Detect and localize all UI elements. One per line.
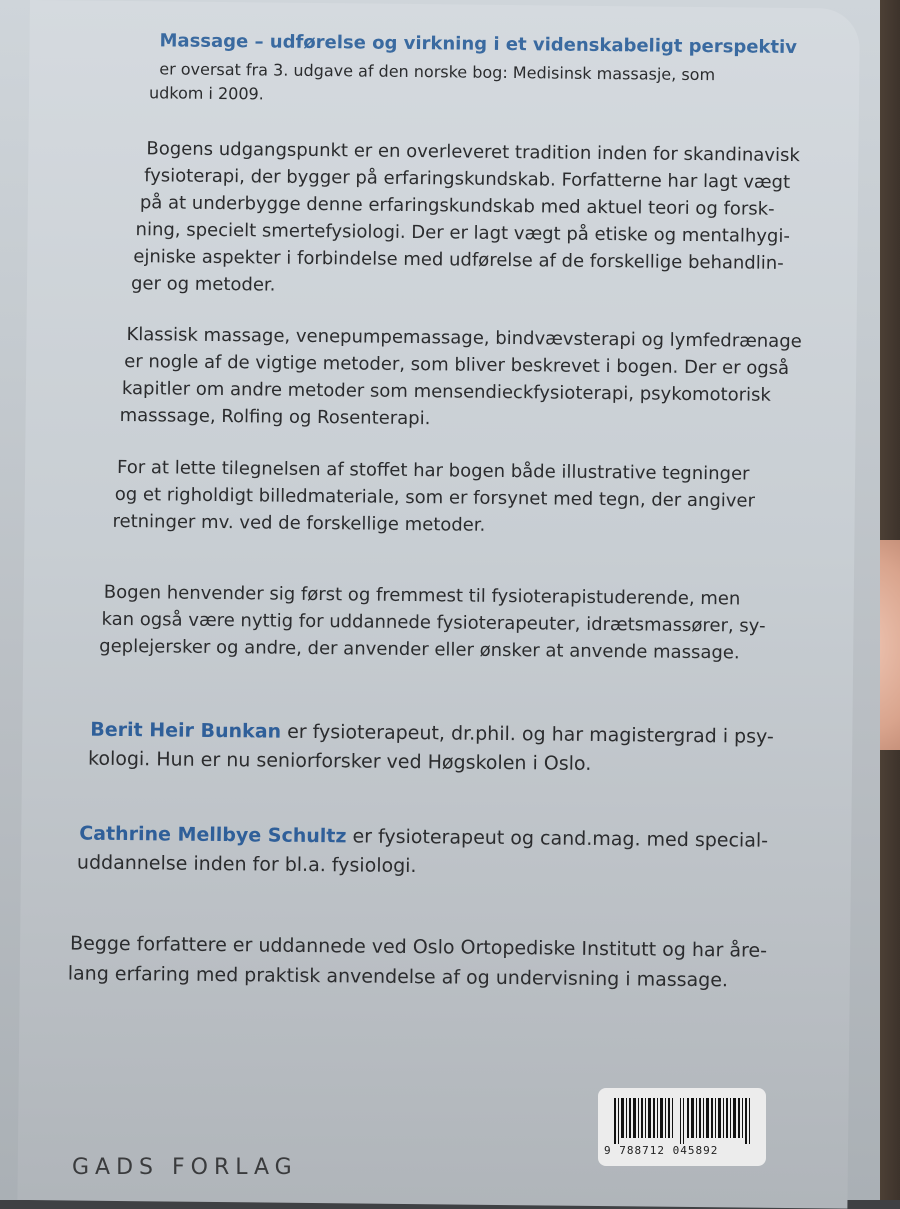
author-name: Berit Heir Bunkan bbox=[90, 718, 282, 743]
author2-line1: Cathrine Mellbye Schultz er fysioterapeut og cand.mag. med special- bbox=[79, 822, 769, 852]
p2-line: fysioterapi, der bygger på erfaringskundskab. Forfatterne har lagt vægt bbox=[144, 165, 791, 193]
intro-line-1: er oversat fra 3. udgave af den norske bog: Medisinsk massasje, som bbox=[159, 59, 716, 85]
p5-line: kan også være nyttig for uddannede fysioterapeuter, idrætsmassører, sy- bbox=[101, 608, 766, 637]
barcode-number: 9 788712 045892 bbox=[604, 1144, 719, 1157]
p5-line: Bogen henvender sig først og fremmest til fysioterapistuderende, men bbox=[103, 581, 741, 610]
author-name: Cathrine Mellbye Schultz bbox=[79, 822, 347, 848]
intro-line-2: udkom i 2009. bbox=[148, 83, 264, 104]
author1-line2: kologi. Hun er nu seniorforsker ved Høgskolen i Oslo. bbox=[87, 747, 592, 775]
cover-panel bbox=[17, 0, 860, 1209]
p2-line: ning, specielt smertefysiologi. Der er lagt vægt på etiske og mentalhygi- bbox=[135, 219, 791, 247]
author2-line2: uddannelse inden for bl.a. fysiologi. bbox=[76, 851, 417, 878]
p2-line: Bogens udgangspunkt er en overleveret tradition inden for skandinavisk bbox=[146, 138, 800, 167]
author1-line1: Berit Heir Bunkan er fysioterapeut, dr.phil. og har magistergrad i psy- bbox=[90, 718, 774, 748]
barcode-bars bbox=[614, 1098, 754, 1144]
p2-line: ger og metoder. bbox=[130, 273, 276, 296]
isbn-barcode bbox=[598, 1088, 766, 1166]
book-title-line: Massage – udførelse og virkning i et videnskabeligt perspektiv bbox=[159, 30, 798, 59]
p2-line: ejniske aspekter i forbindelse med udførelse af de forskellige behandlin- bbox=[133, 246, 784, 274]
p3-line: Klassisk massage, venepumpemassage, bindvævsterapi og lymfedrænage bbox=[126, 324, 802, 353]
publisher-logo: GADS FORLAG bbox=[72, 1155, 298, 1180]
final-line: Begge forfattere er uddannede ved Oslo Ortopediske Institutt og har åre- bbox=[70, 932, 768, 962]
p3-line: masssage, Rolfing og Rosenterapi. bbox=[119, 404, 431, 430]
p5-line: geplejersker og andre, der anvender eller ønsker at anvende massage. bbox=[99, 635, 740, 664]
p2-line: på at underbygge denne erfaringskundskab med aktuel teori og forsk- bbox=[139, 192, 775, 220]
p3-line: kapitler om andre metoder som mensendieckfysioterapi, psykomotorisk bbox=[121, 377, 771, 406]
p4-line: For at lette tilegnelsen af stoffet har bogen både illustrative tegninger bbox=[116, 456, 750, 485]
p4-line: retninger mv. ved de forskellige metoder. bbox=[112, 510, 486, 536]
p4-line: og et righoldigt billedmateriale, som er forsynet med tegn, der angiver bbox=[114, 483, 756, 512]
p3-line: er nogle af de vigtige metoder, som bliver beskrevet i bogen. Der er også bbox=[124, 351, 790, 379]
final-line: lang erfaring med praktisk anvendelse af og undervisning i massage. bbox=[67, 962, 729, 992]
